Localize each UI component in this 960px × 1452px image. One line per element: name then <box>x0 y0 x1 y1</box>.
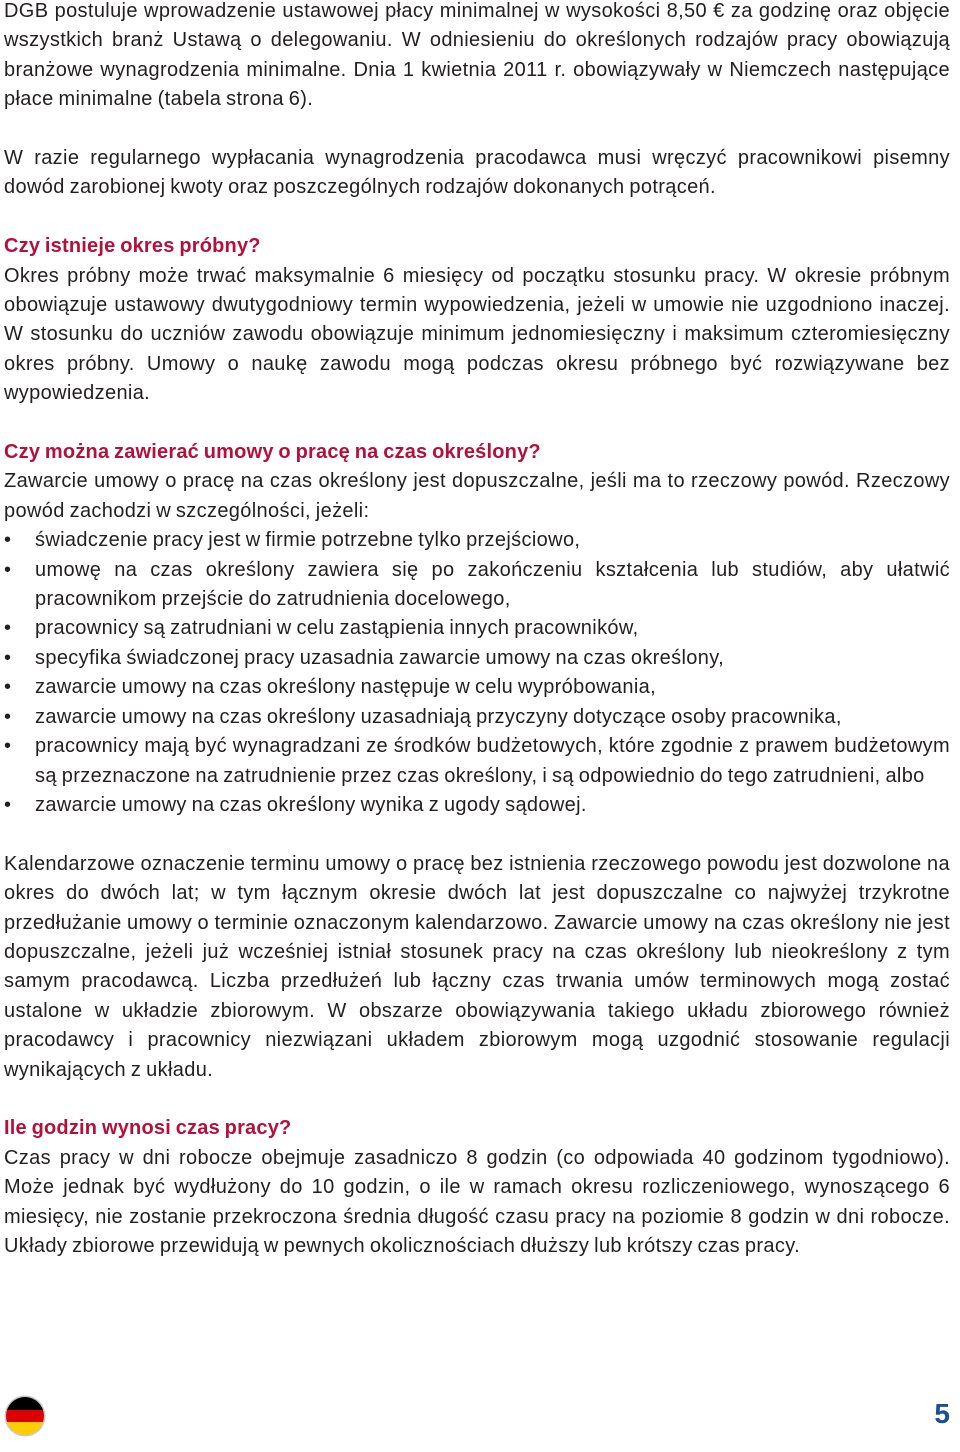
bullet-icon: • <box>4 617 12 640</box>
list-item <box>4 791 950 820</box>
paragraph-probation: Okres próbny może trwać maksymalnie 6 miesięcy od początku stosunku pracy. W okresie próbnym obowiązuje ustawowy dwutygodniowy termin wypowiedzenia, jeżeli w umowie nie uzgodniono inaczej. W stosunku do uczniów zawodu obowiązuje minimum jednomiesięczny i maksimum czteromiesięczny okres próbny. Umowy o naukę zawodu mogą podczas okresu próbnego być rozwiązywane bez wypowiedzenia. <box>4 264 950 405</box>
bullet-icon: • <box>4 676 12 699</box>
fixed-term-reasons-list <box>4 526 950 820</box>
list-item-text: umowę na czas określony zawiera się po zakończeniu kształcenia lub studiów, aby ułatwić pracownikom przejście do zatrudnienia docelowego, <box>35 558 950 611</box>
paragraph-calendar-term: Kalendarzowe oznaczenie terminu umowy o pracę bez istnienia rzeczowego powodu jest dozwolone na okres do dwóch lat; w tym łącznym okresie dwóch lat jest dopuszczalne co najwyżej trzykrotne przedłużanie umowy o terminie oznaczonym kalendarzowo. Zawarcie umowy na czas określony nie jest dopuszczalne, jeżeli już wcześniej istniał stosunek pracy na czas określony lub nieokreślony z tym samym pracodawcą. Liczba przedłużeń lub łączny czas trwania umów terminowych mogą zostać ustalone w układzie zbiorowym. W obszarze obowiązywania takiego układu zbiorowego również pracodawcy i pracownicy niezwiązani układem zbiorowym mogą uzgodnić stosowanie regulacji wynikających z układu. <box>4 852 950 1081</box>
list-item-text: pracownicy są zatrudniani w celu zastąpienia innych pracowników, <box>35 617 639 640</box>
paragraph-payslip: W razie regularnego wypłacania wynagrodzenia pracodawca musi wręczyć pracownikowi pisemny dowód zarobionej kwoty oraz poszczególnych rodzajów dokonanych potrąceń. <box>4 147 950 199</box>
list-item <box>4 526 950 555</box>
heading-probation: Czy istnieje okres próbny? <box>4 235 261 258</box>
bullet-icon: • <box>4 558 12 581</box>
list-item-text: pracownicy mają być wynagradzani ze środków budżetowych, które zgodnie z prawem budżetowym są przeznaczone na zatrudnienie przez czas określony, i są odpowiednio do tego zatrudnieni, albo <box>35 735 950 787</box>
paragraph-working-hours: Czas pracy w dni robocze obejmuje zasadniczo 8 godzin (co odpowiada 40 godzinom tygodniowo). Może jednak być wydłużony do 10 godzin, o ile w ramach okresu rozliczeniowego, wynoszącego 6 miesięcy, nie zostanie przekroczona średnia długość czasu pracy na poziomie 8 godzin w dni robocze. Układy zbiorowe przewidują w pewnych okolicznościach dłuższy lub krótszy czas pracy. <box>4 1146 950 1257</box>
paragraph-minimum-wage: DGB postuluje wprowadzenie ustawowej płacy minimalnej w wysokości 8,50 € za godzinę oraz objęcie wszystkich branż Ustawą o delegowaniu. W odniesieniu do określonych rodzajów pracy obowiązują branżowe wynagrodzenia minimalne. Dnia 1 kwietnia 2011 r. obowiązywały w Niemczech następujące płace minimalne (tabela strona 6). <box>4 0 950 111</box>
list-item-text: świadczenie pracy jest w firmie potrzebne tylko przejściowo, <box>35 529 581 552</box>
list-item <box>4 673 950 702</box>
bullet-icon: • <box>4 735 12 758</box>
list-item-text: specyfika świadczonej pracy uzasadnia zawarcie umowy na czas określony, <box>35 646 725 669</box>
list-item-text: zawarcie umowy na czas określony wynika z ugody sądowej. <box>35 793 587 816</box>
list-item <box>4 614 950 643</box>
document-page <box>4 0 950 1261</box>
list-item <box>4 732 950 791</box>
heading-working-hours: Ile godzin wynosi czas pracy? <box>4 1117 292 1140</box>
bullet-icon: • <box>4 646 12 669</box>
list-item-text: zawarcie umowy na czas określony następuje w celu wypróbowania, <box>35 676 657 699</box>
list-item <box>4 644 950 673</box>
list-item-text: zawarcie umowy na czas określony uzasadniają przyczyny dotyczące osoby pracownika, <box>35 705 842 728</box>
page-number: 5 <box>934 1398 950 1429</box>
bullet-icon: • <box>4 529 12 552</box>
heading-fixed-term: Czy można zawierać umowy o pracę na czas określony? <box>4 441 541 464</box>
paragraph-fixed-term-intro: Zawarcie umowy o pracę na czas określony jest dopuszczalne, jeśli ma to rzeczowy powód. Rzeczowy powód zachodzi w szczególności, jeżeli: <box>4 470 950 522</box>
list-item <box>4 556 950 615</box>
list-item <box>4 703 950 732</box>
bullet-icon: • <box>4 793 12 816</box>
german-flag-icon <box>4 1395 46 1437</box>
bullet-icon: • <box>4 705 12 728</box>
